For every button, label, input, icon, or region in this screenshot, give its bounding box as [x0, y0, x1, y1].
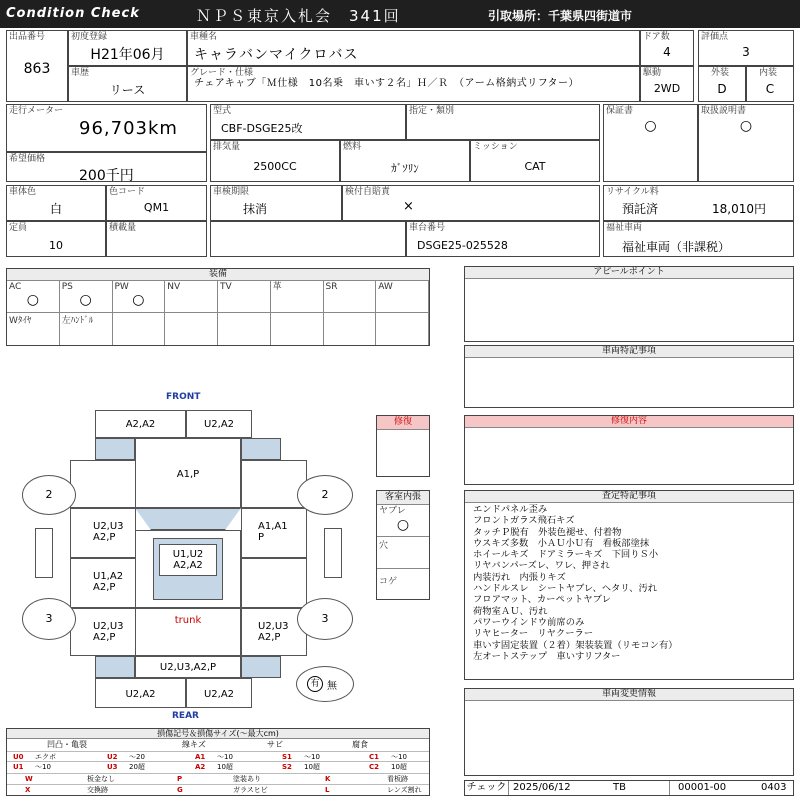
inspection-note: フロントガラス飛石キズ: [473, 515, 575, 527]
chassis-label: 車台番号: [409, 223, 446, 233]
model-label: 車種名: [190, 32, 218, 42]
inspection-notes-section: [464, 490, 794, 680]
legend-row: [7, 784, 429, 794]
recycle-label: リサイクル料: [606, 187, 659, 197]
legend-code: X: [25, 786, 31, 794]
appeal-title: アピールポイント: [465, 267, 793, 279]
model-name: キャラバンマイクロバス: [194, 47, 359, 63]
designation-box: [406, 104, 600, 140]
fuel: ｶﾞｿﾘﾝ: [391, 162, 419, 175]
inspection-note: 内装汚れ 内張りキズ: [473, 571, 566, 583]
windshield: [135, 508, 241, 530]
spare-tire-present: 有: [307, 676, 323, 692]
legend-desc: 20超: [129, 763, 145, 771]
rear-right-light: [241, 656, 281, 678]
pickup-location: 引取場所：千葉県四街道市: [488, 9, 633, 23]
doors: 4: [663, 45, 671, 59]
cabin-hole-label: 穴: [379, 541, 389, 551]
mission-label: ミッション: [473, 142, 518, 152]
equipment-label: SR: [325, 282, 338, 292]
legend-desc: 10超: [304, 763, 320, 771]
grade-label: グレード・仕様: [190, 68, 254, 78]
legend-desc: 〜10: [35, 763, 51, 771]
inspection-note: ウスキズ多数 小ＡＵ小Ｕ有 看板部塗抹: [473, 537, 650, 549]
legend-group-row: [7, 740, 429, 750]
lot-label: 出品番号: [9, 32, 46, 42]
equipment-label: 革: [272, 282, 282, 292]
manual: ○: [739, 118, 753, 134]
left-mirror[interactable]: [35, 528, 53, 578]
hood[interactable]: [135, 438, 241, 508]
equipment-label: AC: [9, 282, 22, 292]
lot-number: 863: [23, 61, 51, 77]
capacity-label: 定員: [9, 223, 28, 233]
recycle-amount: 18,010円: [712, 202, 766, 216]
front-label: FRONT: [166, 392, 201, 402]
legend-desc: 〜10: [391, 753, 407, 761]
footer-bar: [464, 780, 794, 796]
warranty: ○: [644, 118, 657, 134]
legend-code: C2: [369, 763, 380, 771]
front-left-tire[interactable]: 2: [22, 475, 76, 515]
legend-row: [7, 761, 429, 771]
first-reg-label: 初度登録: [71, 32, 108, 42]
front-bumper-right[interactable]: [186, 410, 252, 438]
chassis-number: DSGE25-025528: [417, 239, 508, 252]
front-right-light: [241, 438, 281, 460]
inspection-note: エンドパネル歪み: [473, 504, 548, 515]
repair-details-section: [464, 415, 794, 485]
body-color: 白: [49, 202, 62, 216]
legend-group: サビ: [267, 740, 283, 749]
front-right-tire[interactable]: 2: [297, 475, 353, 515]
front-bumper-left-code: A2,A2: [125, 419, 156, 430]
left-rear-quarter[interactable]: U2,U3 A2,P: [70, 608, 136, 656]
rear-left-light: [95, 656, 135, 678]
inspection-note: 車いす固定装置（２着）架装装置（リモコン有）: [473, 639, 678, 651]
repair-box: [376, 415, 430, 477]
repair-details-title: 修復内容: [465, 416, 793, 428]
mileage-label: 走行メーター: [9, 106, 64, 116]
legend-group: 凹凸・亀裂: [47, 740, 87, 749]
inspection-label: 車検期限: [213, 187, 250, 197]
equipment-label: PW: [114, 282, 129, 292]
check-date: 2025/06/12: [513, 782, 571, 793]
cabin-burn: [377, 569, 429, 599]
legend-code: U3: [107, 763, 118, 771]
change-info-section: [464, 688, 794, 776]
color-code-label: 色コード: [109, 187, 146, 197]
front-bumper-right-code: U2,A2: [203, 419, 235, 430]
score: 3: [742, 45, 750, 59]
doors-box: [640, 30, 694, 66]
self-ins: ×: [403, 199, 414, 214]
first-reg: H21年06月: [90, 47, 165, 63]
drive-box: [640, 66, 694, 102]
hood-code: A1,P: [176, 469, 200, 480]
legend-desc: レンズ割れ: [387, 786, 422, 794]
equipment-label: AW: [378, 282, 393, 292]
legend-desc: 10超: [217, 763, 233, 771]
price: 200千円: [79, 168, 134, 184]
special-section: [464, 345, 794, 408]
equipment-label: NV: [167, 282, 181, 292]
welfare-label: 福祉車両: [606, 223, 643, 233]
warranty-label: 保証書: [606, 106, 634, 116]
inspection: 抹消: [243, 202, 268, 216]
cabin-tear-label: ヤブレ: [379, 506, 406, 516]
legend-group: 腐食: [352, 740, 368, 749]
inspection-note: 荷物室ＡＵ、汚れ: [473, 605, 548, 617]
legend-code: S1: [282, 753, 292, 761]
equipment-value: ○: [132, 292, 145, 308]
inspection-note: ハンドルスレ シートヤブレ、ヘタリ、汚れ: [473, 583, 658, 595]
inspection-note: リヤヒーター リヤクーラー: [473, 628, 594, 640]
mission-box: [470, 140, 600, 182]
interior-box: [746, 66, 794, 102]
legend-desc: 10超: [391, 763, 407, 771]
grade: チェアキャブ「Ｍ仕様 10名乗 車いす２名」Ｈ／Ｒ （アーム格納式リフター）: [194, 78, 580, 89]
price-label: 希望価格: [9, 154, 46, 164]
equipment-title: 装備: [7, 269, 429, 281]
inspection-note: 左オートステップ 車いすリフター: [473, 650, 621, 662]
welfare: 福祉車両（非課税）: [622, 240, 731, 254]
legend-desc: 塗装あり: [233, 775, 261, 783]
legend-code: U0: [13, 753, 24, 761]
equipment-value: ○: [79, 292, 92, 308]
trunk-area[interactable]: [135, 608, 241, 656]
exterior-label: 外装: [711, 68, 730, 78]
legend-code: L: [325, 786, 330, 794]
equipment-label: TV: [220, 282, 232, 292]
doors-label: ドア数: [643, 32, 670, 42]
check-label: チェック: [465, 781, 509, 795]
drive-label: 駆動: [643, 68, 662, 78]
right-front-door[interactable]: A1,A1 P: [241, 508, 307, 558]
history-label: 車歴: [71, 68, 90, 78]
legend-code: K: [325, 775, 331, 783]
front-right-fender[interactable]: [241, 460, 307, 508]
legend-code: S2: [282, 763, 292, 771]
score-box: [698, 30, 794, 66]
welfare-box: [603, 221, 794, 257]
rear-right-tire[interactable]: 3: [297, 598, 353, 640]
legend-desc: エクボ: [35, 753, 56, 761]
footer-id: 0403: [761, 782, 787, 793]
checker: TB: [613, 782, 626, 793]
chassis-box: [406, 221, 600, 257]
rear-bumper-right[interactable]: U2,A2: [186, 678, 252, 708]
inspection-notes-list: [473, 504, 789, 662]
legend-group: 線キズ: [182, 740, 206, 749]
legend-desc: 板金なし: [87, 775, 115, 783]
inspection-note: ホイールキズ ドアミラーキズ 下回りＳ小: [473, 549, 659, 561]
special-title: 車両特記事項: [465, 346, 793, 358]
right-mid-door[interactable]: [241, 558, 307, 608]
legend-desc: 〜20: [129, 753, 145, 761]
manual-box: [698, 104, 794, 182]
rear-gate[interactable]: U2,U3,A2,P: [135, 656, 241, 678]
left-front-door[interactable]: U2,U3 A2,P: [70, 508, 136, 558]
score-label: 評価点: [701, 32, 729, 42]
appeal-section: [464, 266, 794, 342]
recycle-status: 預託済: [622, 202, 659, 216]
legend-row: [7, 773, 429, 783]
cabin-title: 客室内張: [377, 491, 429, 505]
inspection-note: フロアマット、カーペットヤブレ: [473, 594, 611, 606]
exterior-grade: D: [717, 82, 727, 96]
cabin-tear: [377, 505, 429, 537]
rear-left-tire[interactable]: 3: [22, 598, 76, 640]
designation-label: 指定・類別: [409, 106, 455, 116]
equipment-label: Wﾀｲﾔ: [9, 316, 32, 326]
inspection-note: パワーウインドウ前席のみ: [473, 616, 585, 628]
displacement: 2500CC: [253, 160, 297, 173]
left-mid-door[interactable]: U1,A2 A2,P: [70, 558, 136, 608]
cabin-box: [376, 490, 430, 600]
type-label: 型式: [213, 106, 232, 116]
legend-code: A2: [195, 763, 206, 771]
cabin-hole: [377, 537, 429, 569]
manual-label: 取扱説明書: [701, 106, 747, 116]
inspection-note: タッチＰ脱有 外装色褪せ、付着物: [473, 526, 622, 538]
legend-row: [7, 751, 429, 761]
trunk-label: trunk: [174, 615, 202, 626]
front-left-light: [95, 438, 135, 460]
legend-code: U2: [107, 753, 118, 761]
cabin-burn-label: コゲ: [379, 577, 398, 587]
recycle-box: [603, 185, 794, 221]
repair-title: 修復: [377, 416, 429, 430]
legend-desc: 〜10: [304, 753, 320, 761]
right-mirror[interactable]: [324, 528, 342, 578]
history: リース: [109, 83, 146, 97]
equipment-label: PS: [61, 282, 73, 292]
header-title: Condition Check: [6, 6, 140, 21]
rear-label: REAR: [172, 711, 199, 721]
footer-number: 00001-00: [669, 781, 726, 795]
legend-desc: 交換跡: [87, 786, 108, 794]
auction-name: ＮＰＳ東京入札会 341回: [196, 7, 401, 25]
legend-code: C1: [369, 753, 380, 761]
spare-tire-none: 無: [327, 681, 337, 692]
change-info-title: 車両変更情報: [465, 689, 793, 701]
color-code: QM1: [143, 201, 170, 214]
legend-code: U1: [13, 763, 24, 771]
rear-bumper-left[interactable]: U2,A2: [95, 678, 186, 708]
right-rear-quarter[interactable]: U2,U3 A2,P: [241, 608, 307, 656]
drive: 2WD: [653, 82, 681, 95]
legend-code: W: [25, 775, 33, 783]
model-type: CBF-DSGE25改: [221, 122, 303, 135]
capacity: 10: [49, 239, 63, 252]
mission: CAT: [524, 160, 546, 173]
self-ins-label: 検付自賠責: [345, 187, 391, 197]
body-color-label: 車体色: [9, 187, 37, 197]
mileage: 96,703km: [79, 118, 178, 139]
front-left-fender[interactable]: [70, 460, 136, 508]
spare-tire[interactable]: [296, 666, 354, 702]
legend-code: A1: [195, 753, 206, 761]
legend-desc: 看板跡: [387, 775, 408, 783]
legend-desc: ガラスヒビ: [233, 786, 268, 794]
legend-title: 損傷記号＆損傷サイズ(〜最大cm): [7, 729, 429, 739]
legend-code: G: [177, 786, 183, 794]
warranty-box: [603, 104, 698, 182]
displacement-label: 排気量: [213, 142, 241, 152]
inspection-notes-title: 査定特記事項: [465, 491, 793, 503]
exterior-box: [698, 66, 746, 102]
front-bumper-left[interactable]: [95, 410, 186, 438]
fuel-label: 燃料: [343, 142, 362, 152]
equipment-value: ○: [26, 292, 39, 308]
cabin-tear-value: ○: [396, 517, 410, 533]
legend-code: P: [177, 775, 183, 783]
inspection-note: リヤバンパーズレ、ワレ、押され: [473, 560, 610, 572]
interior-label: 内装: [759, 68, 778, 78]
interior-grade: C: [765, 82, 775, 96]
roof[interactable]: U1,U2 A2,A2: [159, 544, 217, 576]
legend-desc: 〜10: [217, 753, 233, 761]
equipment-label: 左ﾊﾝﾄﾞﾙ: [61, 316, 94, 326]
load-label: 積載量: [109, 223, 137, 233]
